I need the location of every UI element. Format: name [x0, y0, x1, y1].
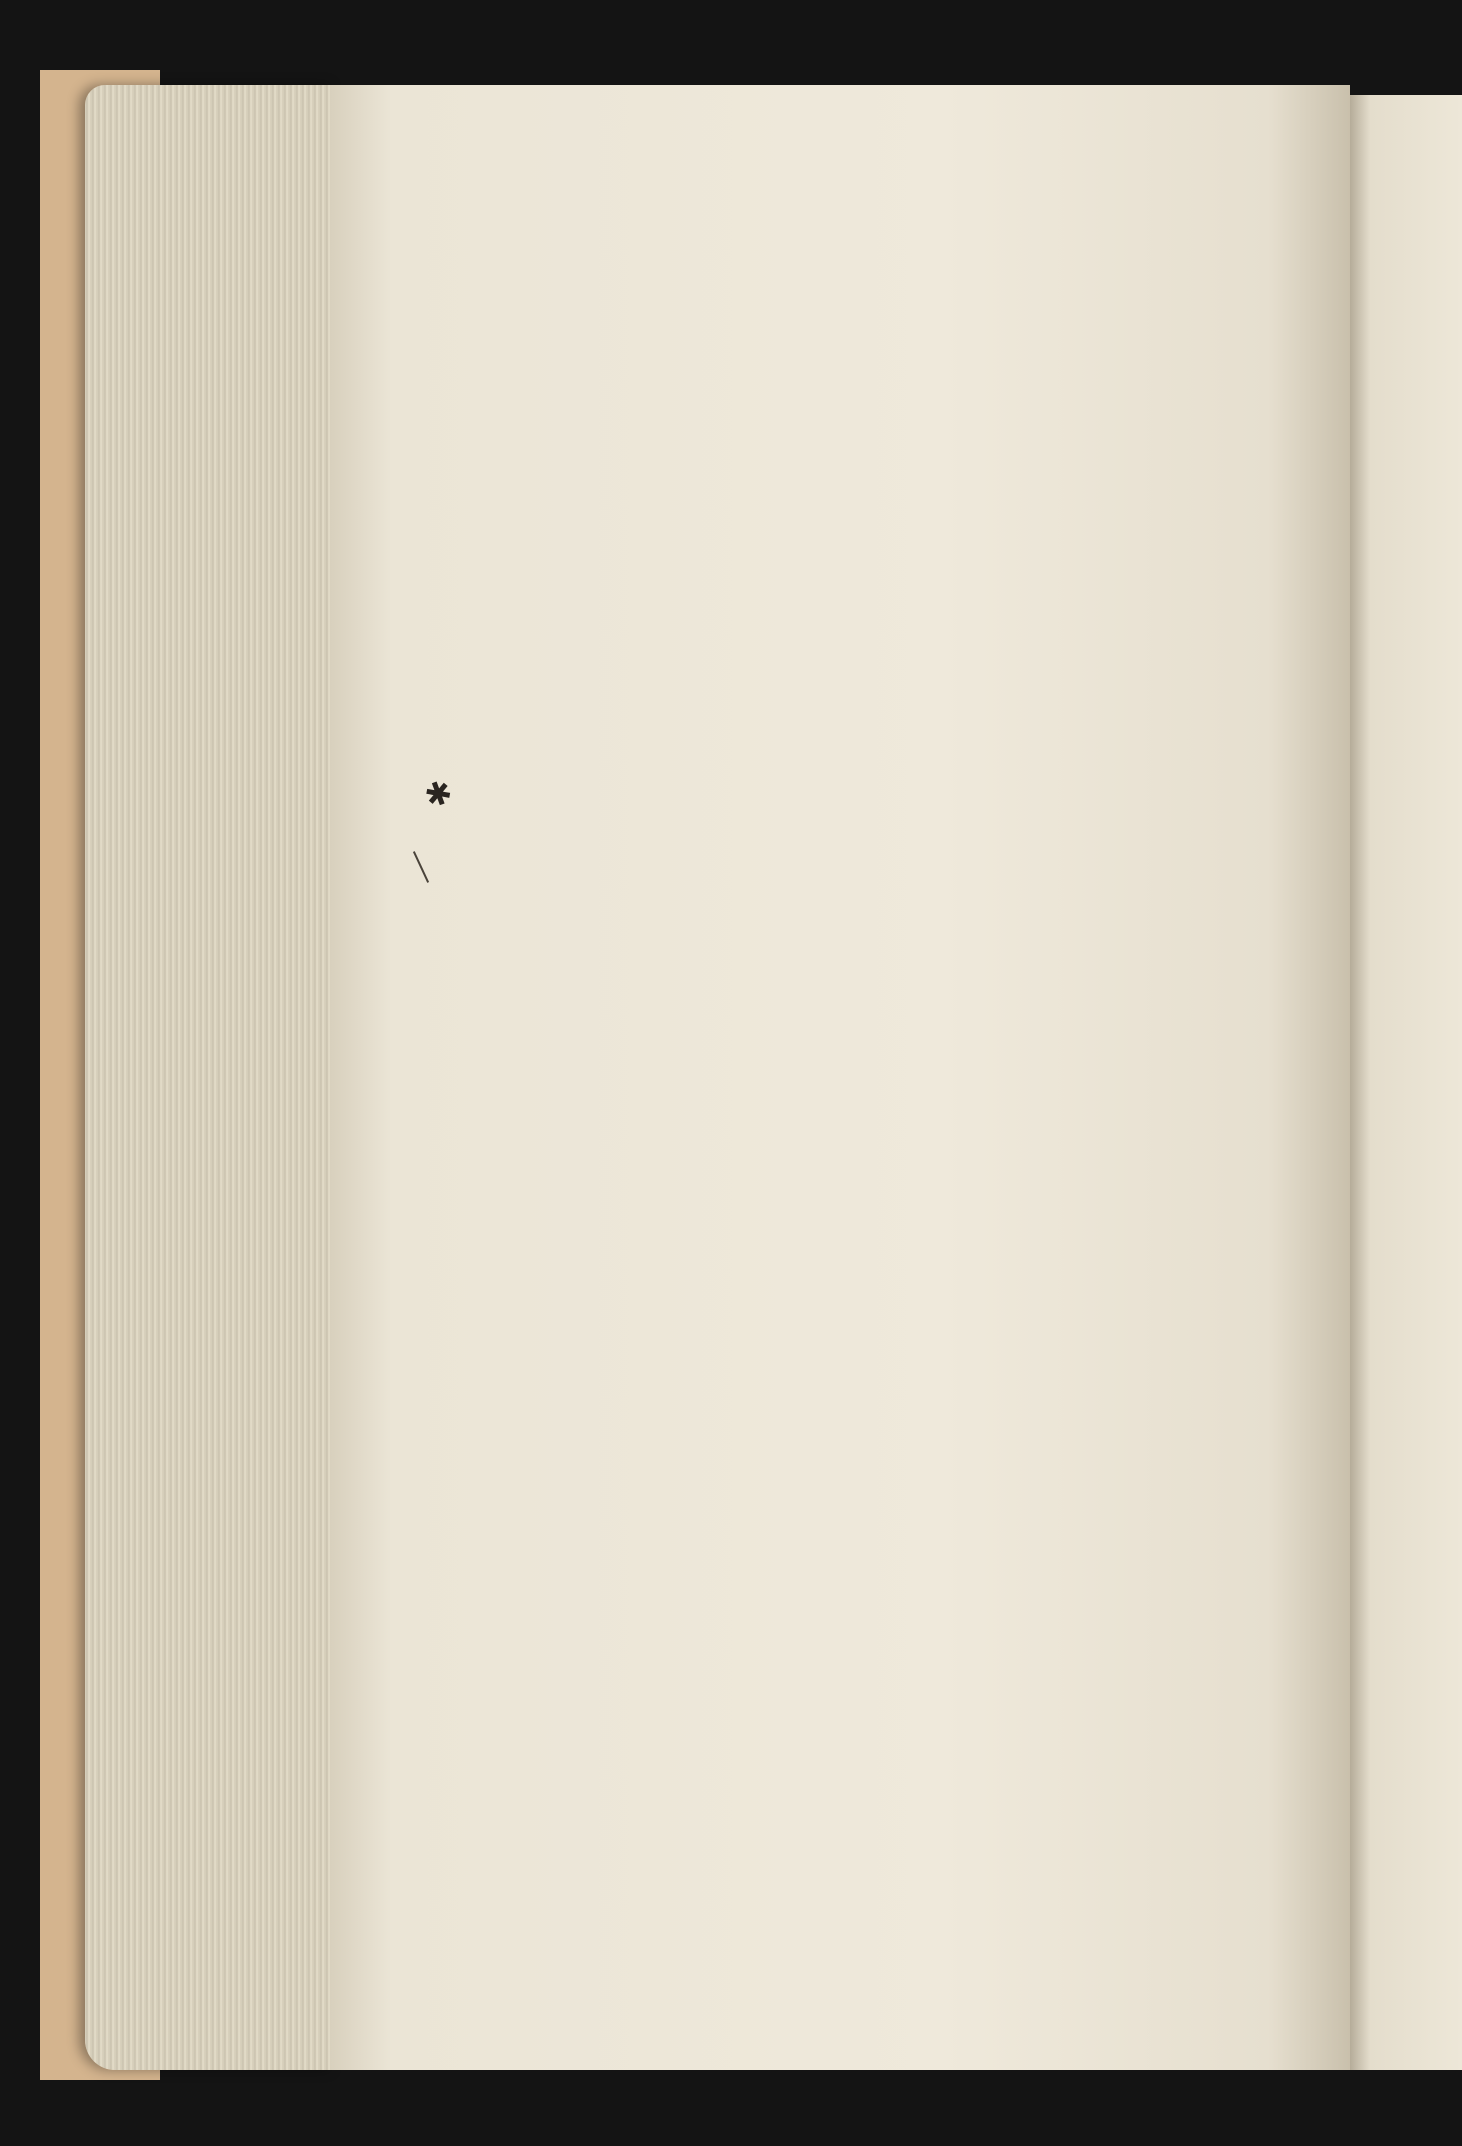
ode-first-line	[490, 517, 1310, 558]
heading-line-3	[490, 349, 1310, 390]
heading-line-2	[490, 309, 1310, 350]
heading-line-4	[490, 390, 1310, 431]
ode-number	[490, 477, 1310, 518]
book-page-right	[1350, 95, 1462, 2070]
page-text	[490, 210, 1310, 558]
marginal-asterisk-mark: ✱	[419, 771, 458, 817]
book-page-edges	[85, 85, 335, 2070]
heading-line-5	[490, 430, 1310, 471]
heading-line-1	[490, 268, 1310, 309]
ode-opening	[490, 517, 1310, 558]
running-head	[490, 210, 1310, 254]
